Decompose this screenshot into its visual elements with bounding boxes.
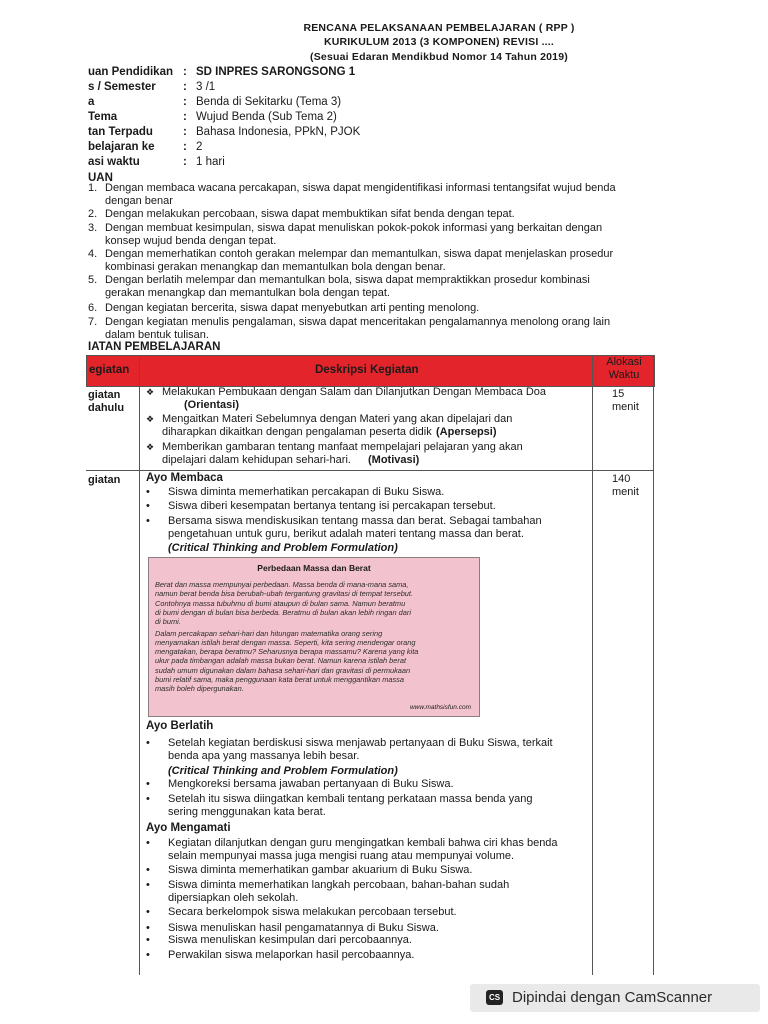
col-divider-2: [592, 355, 593, 975]
goal-text: dalam bentuk tulisan.: [105, 328, 209, 341]
bullet-dot-icon: •: [146, 500, 150, 512]
meta-label: asi waktu: [88, 156, 140, 168]
goal-text: gerakan menangkap dan memantulkan bola dengan tepat.: [105, 286, 390, 299]
meta-colon: :: [183, 156, 187, 168]
berlatih-item-text: Setelah kegiatan berdiskusi siswa menjawab pertanyaan di Buku Siswa, terkait: [168, 737, 553, 749]
mengamati-item-text: dipersiapkan oleh sekolah.: [168, 892, 299, 904]
critical-thinking-label-1: (Critical Thinking and Problem Formulation): [168, 542, 398, 554]
row1-time-value: 15: [612, 388, 625, 400]
header-deskripsi: Deskripsi Kegiatan: [315, 364, 419, 376]
diamond-bullet-icon: ❖: [146, 414, 155, 424]
row1-item-text: Mengaitkan Materi Sebelumnya dengan Materi yang akan dipelajari dan: [162, 413, 513, 425]
mengamati-item-text: Kegiatan dilanjutkan dengan guru mengingatkan kembali bahwa ciri khas benda: [168, 837, 558, 849]
critical-thinking-label-2: (Critical Thinking and Problem Formulation): [168, 765, 398, 777]
row1-time: [612, 388, 639, 413]
mengamati-item-text: Perwakilan siswa melaporkan hasil percobaannya.: [168, 949, 415, 961]
row2-time-unit: menit: [612, 485, 639, 498]
row-divider: [86, 470, 654, 471]
info-box-line: Contohnya massa tubuhmu di bumi ataupun di bulan sama. Namun beratmu: [155, 598, 406, 608]
mengamati-item-text: Secara berkelompok siswa melakukan percobaan tersebut.: [168, 906, 457, 918]
goal-number: 3.: [88, 222, 98, 234]
meta-row: [88, 66, 356, 80]
meta-value: Benda di Sekitarku (Tema 3): [196, 96, 342, 108]
doc-title: RENCANA PELAKSANAAN PEMBELAJARAN ( RPP ): [303, 22, 575, 34]
meta-row: [88, 111, 337, 125]
membaca-item-text: Bersama siswa mendiskusikan tentang massa dan berat. Sebagai tambahan: [168, 515, 542, 527]
goal-text: Dengan kegiatan menulis pengalaman, siswa dapat menceritakan pengalamannya menolong orang lain: [105, 316, 611, 328]
row1-item-text: Melakukan Pembukaan dengan Salam dan Dilanjutkan Dengan Membaca Doa: [162, 386, 547, 398]
row1-label-line2: dahulu: [88, 401, 125, 414]
mengamati-item-text: Siswa diminta memerhatikan gambar akuarium di Buku Siswa.: [168, 864, 473, 876]
bullet-dot-icon: •: [146, 879, 150, 891]
camscanner-label: Dipindai dengan CamScanner: [512, 989, 713, 1006]
row1-item-tag: (Motivasi): [368, 454, 420, 466]
meta-row: [88, 156, 225, 170]
mengamati-item-text: Siswa menuliskan kesimpulan dari percobaannya.: [168, 934, 412, 946]
goal-number: 5.: [88, 274, 98, 286]
mengamati-item-text: Siswa menuliskan hasil pengamatannya di Buku Siswa.: [168, 922, 439, 934]
goal-text: Dengan melakukan percobaan, siswa dapat membuktikan sifat benda dengan tepat.: [105, 208, 515, 220]
bullet-dot-icon: •: [146, 906, 150, 918]
goal-text: Dengan membaca wacana percakapan, siswa dapat mengidentifikasi informasi tentangsifat wujud benda: [105, 182, 616, 194]
meta-row: [88, 96, 342, 110]
bullet-dot-icon: •: [146, 864, 150, 876]
row1-label-line1: giatan: [88, 389, 121, 401]
info-box-line: ukur pada timbangan adalah massa bukan berat. Namun karena istilah berat: [155, 656, 407, 666]
bullet-dot-icon: •: [146, 793, 150, 805]
meta-value: 2: [196, 141, 203, 153]
goal-number: 2.: [88, 208, 98, 220]
berlatih-item-text: Mengkoreksi bersama jawaban pertanyaan di Buku Siswa.: [168, 778, 454, 790]
berlatih-item-text: sering menggunakan kata berat.: [168, 806, 326, 818]
info-box-line: di bumi dengan di bulan bisa berbeda. Beratmu di bulan akan lebih ringan dari: [155, 607, 411, 617]
doc-reference: (Sesuai Edaran Mendikbud Nomor 14 Tahun 2019): [310, 51, 568, 63]
info-box-title: Perbedaan Massa dan Berat: [257, 563, 371, 573]
meta-row: [88, 81, 216, 95]
row1-item-text: dipelajari dalam kehidupan sehari-hari.: [162, 454, 351, 466]
row1-item-text: Memberikan gambaran tentang manfaat mempelajari pelajaran yang akan: [162, 441, 523, 453]
info-box-line: namun berat benda bisa berubah-ubah tergantung gravitasi di tempat tersebut.: [155, 589, 414, 599]
membaca-item-text: Siswa diberi kesempatan bertanya tentang isi percakapan tersebut.: [168, 500, 496, 512]
col-divider-1: [139, 355, 140, 975]
row1-label: [88, 389, 124, 414]
header-alokasi-line2: Waktu: [608, 369, 640, 381]
table-header: [86, 355, 655, 387]
goal-number: 7.: [88, 316, 98, 328]
meta-label: a: [88, 96, 95, 108]
bullet-dot-icon: •: [146, 949, 150, 961]
info-box-line: masih boleh dipergunakan.: [155, 684, 244, 694]
camscanner-logo-icon: CS: [486, 990, 503, 1005]
info-box-line: Berat dan massa mempunyai perbedaan. Massa benda di mana-mana sama,: [155, 580, 409, 589]
meta-value: Wujud Benda (Sub Tema 2): [196, 111, 337, 123]
info-box-line: mengatakan, berapa beratmu? Seharusnya berapa massamu? Karena yang kita: [155, 647, 419, 657]
meta-value: 3 /1: [196, 81, 216, 93]
meta-row: [88, 126, 361, 140]
goal-number: 1.: [88, 182, 98, 194]
row1-item-tag: (Orientasi): [184, 399, 240, 411]
bullet-dot-icon: •: [146, 737, 150, 749]
berlatih-item-text: Setelah itu siswa diingatkan kembali tentang perkataan massa benda yang: [168, 793, 533, 805]
mengamati-item-text: Siswa diminta memerhatikan langkah percobaan, bahan-bahan sudah: [168, 879, 510, 891]
berlatih-item-text: benda apa yang massanya lebih besar.: [168, 750, 360, 762]
meta-value: SD INPRES SARONGSONG 1: [196, 66, 356, 78]
meta-value: 1 hari: [196, 156, 225, 168]
meta-value: Bahasa Indonesia, PPkN, PJOK: [196, 126, 361, 138]
meta-label: tan Terpadu: [88, 126, 153, 138]
row2-time-value: 140: [612, 473, 631, 485]
goal-text: Dengan berlatih melempar dan memantulkan bola, siswa dapat mempraktikkan prosedur kombinasi: [105, 274, 590, 286]
info-box-line: bumi relatif sama, maka penggunaan kata berat untuk menggantikan massa: [155, 675, 404, 684]
ayo-mengamati-heading: Ayo Mengamati: [146, 822, 231, 834]
row2-label: giatan: [88, 474, 121, 486]
row1-item-text: diharapkan dikaitkan dengan pengalaman peserta didik: [162, 426, 432, 438]
meta-colon: :: [183, 111, 187, 123]
header-kegiatan: egiatan: [89, 364, 130, 376]
goal-text: Dengan kegiatan bercerita, siswa dapat menyebutkan arti penting menolong.: [105, 302, 480, 314]
meta-colon: :: [183, 81, 187, 93]
meta-colon: :: [183, 96, 187, 108]
row2-time: [612, 473, 639, 498]
meta-colon: :: [183, 141, 187, 153]
row1-time-unit: menit: [612, 400, 639, 413]
goal-text: konsep wujud benda dengan tepat.: [105, 234, 277, 247]
goal-number: 6.: [88, 302, 98, 314]
meta-label: belajaran ke: [88, 141, 155, 153]
doc-subtitle: KURIKULUM 2013 (3 KOMPONEN) REVISI ....: [323, 36, 555, 48]
meta-label: s / Semester: [88, 81, 156, 93]
ayo-berlatih-heading: Ayo Berlatih: [146, 720, 214, 732]
activities-heading: IATAN PEMBELAJARAN: [88, 341, 221, 353]
col-divider-3: [653, 355, 654, 975]
meta-colon: :: [183, 126, 187, 138]
meta-colon: :: [183, 66, 187, 78]
goal-text: Dengan memerhatikan contoh gerakan melempar dan memantulkan, siswa dapat menjelaskan prosedur: [105, 248, 614, 260]
meta-label: uan Pendidikan: [88, 66, 173, 78]
goal-text: dengan benar: [105, 194, 173, 207]
goal-text: kombinasi gerakan menangkap dan memantulkan bola dengan benar.: [105, 260, 446, 273]
diamond-bullet-icon: ❖: [146, 442, 155, 452]
meta-row: [88, 141, 203, 155]
info-box-line: sudah umum digunakan dalam bahasa sehari-hari dan gravitasi di permukaan: [155, 665, 411, 675]
membaca-item-text: Siswa diminta memerhatikan percakapan di Buku Siswa.: [168, 486, 445, 498]
mengamati-item-text: selain mempunyai massa juga mengisi ruang atau mempunyai volume.: [168, 850, 515, 862]
meta-label: Tema: [88, 111, 118, 123]
ayo-membaca-heading: Ayo Membaca: [146, 472, 223, 484]
membaca-item-text: pengetahuan untuk guru, berikut adalah materi tentang massa dan berat.: [168, 528, 524, 540]
bullet-dot-icon: •: [146, 922, 150, 934]
bullet-dot-icon: •: [146, 515, 150, 527]
goal-text: Dengan membuat kesimpulan, siswa dapat menuliskan pokok-pokok informasi yang berkaitan dengan: [105, 222, 603, 234]
bullet-dot-icon: •: [146, 837, 150, 849]
goal-number: 4.: [88, 248, 98, 260]
header-alokasi-line1: Alokasi: [606, 356, 642, 368]
info-box-line: di bumi.: [155, 617, 181, 627]
bullet-dot-icon: •: [146, 778, 150, 790]
bullet-dot-icon: •: [146, 934, 150, 946]
goals-heading: UAN: [88, 172, 113, 184]
camscanner-watermark: [470, 984, 760, 1012]
info-box-line: Dalam percakapan sehari-hari dan hitungan matematika orang sering: [155, 628, 383, 638]
header-alokasi: [593, 356, 655, 382]
row1-item-tag: (Apersepsi): [436, 426, 497, 438]
bullet-dot-icon: •: [146, 486, 150, 498]
info-box-line: menyamakan istilah berat dengan massa. Seperti, kita sering mendengar orang: [155, 637, 416, 647]
diamond-bullet-icon: ❖: [146, 387, 155, 397]
info-box-massa-berat: [148, 557, 480, 717]
info-box-source: www.mathsisfun.com: [409, 704, 471, 711]
